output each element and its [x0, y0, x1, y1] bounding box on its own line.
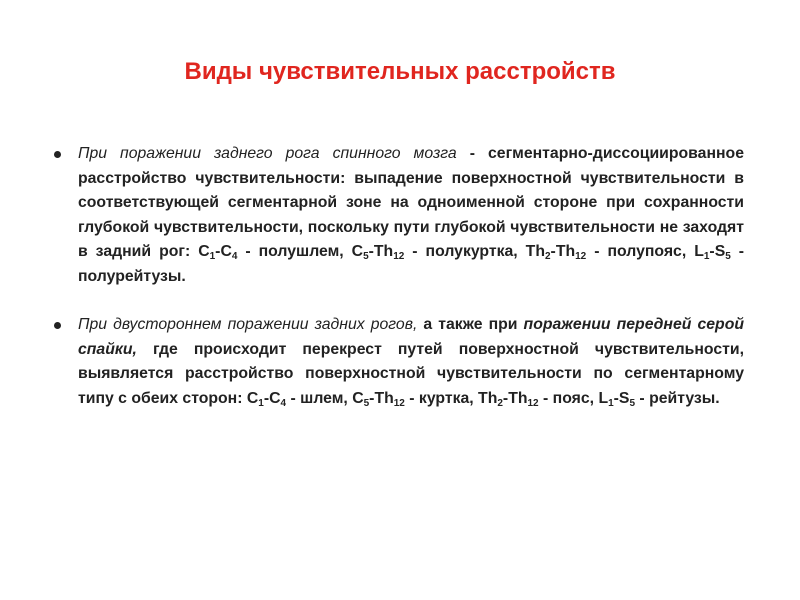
segment-th12: Th	[555, 243, 576, 260]
segment-l1: L	[598, 389, 609, 407]
bullet-dot-icon	[54, 322, 61, 329]
segment-s5: S	[714, 243, 726, 260]
segment-th12: Th	[374, 389, 394, 407]
segment-c5: C	[352, 389, 364, 407]
bullet-text: - сегментарно-диссоциированное расстройство чувствительности: выпадение поверхностной чувствительности в соответствующей сегментарной зоне на одноименной стороне при сохранности глубокой чувствительности, поскольку пути глубокой чувствительности не заходят в задний рог: $С_1-С_4$ - полушлем, $C_5-Th_{12}$ - полукуртка, $Th_2-Th_{12}$ - полупояс, $L_1-S_5$ - полурейтузы.	[78, 145, 745, 285]
bullet-list	[52, 142, 744, 411]
segment-c5: C	[351, 243, 364, 260]
bullet-text: а также при поражении передней серой спайки, где происходит перекрест путей поверхностной чувствительности, выявляется расстройство поверхностной чувствительности по сегментарному типу с обеих сторон: $С_1-С_4$ - шлем, $C_5-Th_{12}$ - куртка, $Th_2-Th_{12}$ - пояс, $L_1-S_5$ - рейтузы.	[78, 316, 745, 409]
bullet-lead-commissure: поражении передней серой спайки,	[78, 316, 745, 358]
segment-c1: С	[246, 389, 259, 407]
segment-th12: Th	[508, 389, 528, 407]
segment-th2: Th	[525, 243, 545, 260]
segment-l1: L	[694, 243, 704, 260]
segment-th2: Th	[478, 389, 498, 407]
bullet-bilateral	[52, 313, 744, 411]
bullet-dot-icon	[54, 151, 61, 158]
slide-title: Виды чувствительных расстройств	[184, 58, 616, 85]
segment-s5: S	[618, 389, 630, 407]
bullet-lead: При двустороннем поражении задних рогов,	[78, 316, 418, 333]
segment-c4: С	[269, 389, 281, 407]
segment-c1: С	[198, 243, 210, 260]
segment-th12: Th	[373, 243, 394, 260]
bullet-lead: При поражении заднего рога спинного мозга	[78, 145, 457, 162]
bullet-posterior-horn	[52, 142, 744, 289]
segment-c4: С	[220, 243, 232, 260]
